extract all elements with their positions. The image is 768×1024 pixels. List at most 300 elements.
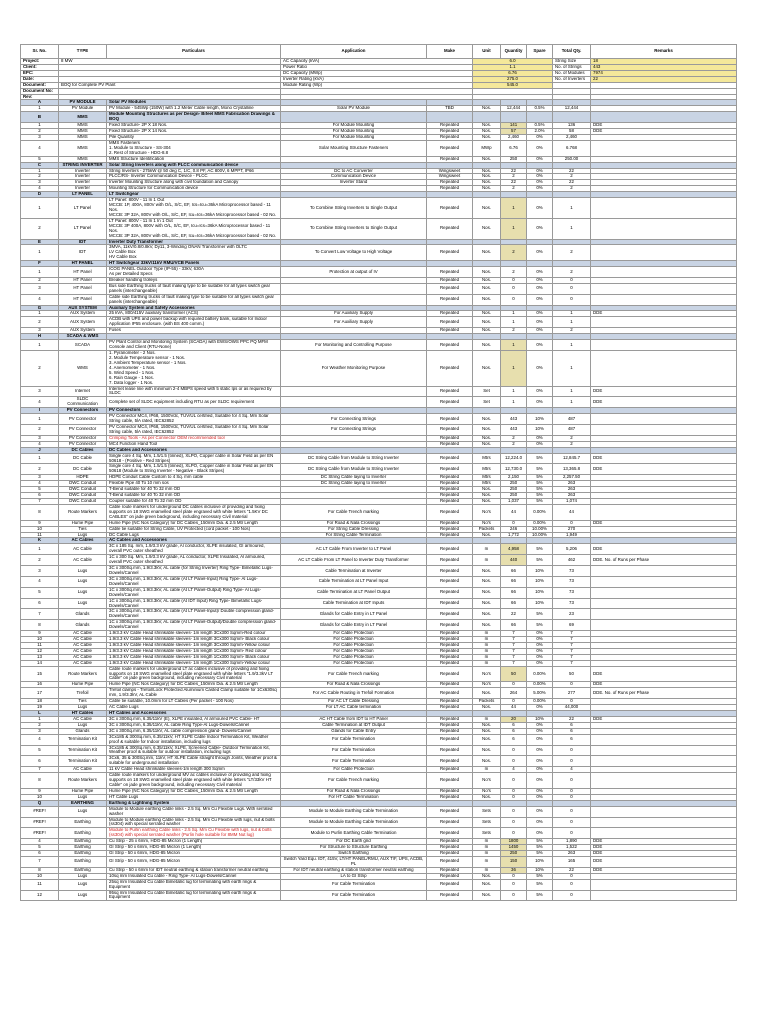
table-row — [21, 756, 737, 767]
cell-particulars: 3C x 300Sq.mm, 6.35/11kV, AL cable Ring Type-Al Lugs-Dowels/Cannel — [107, 722, 281, 728]
cell-remarks — [591, 773, 737, 789]
cell-type: Glands — [59, 609, 107, 620]
cell-total-qty: 58 — [553, 129, 591, 135]
cell-total-qty: 1 — [553, 218, 591, 239]
cell-make: Repeated — [427, 688, 473, 699]
cell-total-qty: 0 — [553, 277, 591, 283]
cell-unit: Nos. — [473, 587, 501, 598]
cell-particulars: Cu Strip - 25 x 6mm, HDG-85 Micron (1 Length) — [107, 839, 281, 845]
cell-quantity: 250 — [501, 481, 527, 487]
cell-particulars: Crimping Tools - As per Connector OEM recommended tool — [107, 435, 281, 441]
cell-make: Repeated — [427, 722, 473, 728]
cell-sr-no: 6 — [21, 756, 59, 767]
boq-sheet — [20, 44, 736, 901]
cell-remarks — [591, 890, 737, 901]
cell-quantity: 250 — [501, 851, 527, 857]
cell-remarks — [591, 806, 737, 817]
cell-sr-no: 2 — [21, 277, 59, 283]
header-val1: 6.0 — [473, 59, 553, 65]
cell-remarks: DDE — [591, 544, 737, 555]
cell-type: DC Cable — [59, 464, 107, 475]
cell-particulars: 3MVA, 11kV/0.8/0.8kV, Dy11, 3-Winding ONAN Transformer with OLTC LV Cable Box HV Cable Box — [107, 245, 281, 261]
cell-unit: Nos. — [473, 493, 501, 499]
cell-make: Repeated — [427, 734, 473, 745]
cell-type: Hume Pipe — [59, 520, 107, 526]
cell-application: For String Cable Dressing — [281, 526, 427, 532]
cell-spare: 0% — [527, 317, 553, 328]
cell-make: Repeated — [427, 532, 473, 538]
cell-sr-no: 1 — [21, 311, 59, 317]
cell-unit: Mtrs — [473, 453, 501, 464]
cell-type: Lugs — [59, 576, 107, 587]
cell-make: Repeated — [427, 526, 473, 532]
cell-spare: 0.00% — [527, 682, 553, 688]
cell-sr-no: 2 — [21, 351, 59, 386]
cell-sr-no: 2 — [21, 425, 59, 436]
cell-sr-no: 12 — [21, 890, 59, 901]
cell-make: Wingsweet — [427, 168, 473, 174]
cell-unit: Nos. — [473, 873, 501, 879]
cell-particulars: 10sq mm Insulated Cu cable - Ring Type- Al Lugs-Dowels/Cannel — [107, 873, 281, 879]
cell-unit: Set — [473, 397, 501, 408]
header-val1: 1.1 — [473, 64, 553, 70]
cell-quantity: 22 — [501, 180, 527, 186]
cell-quantity: 0 — [501, 277, 527, 283]
cell-type: IDT — [59, 245, 107, 261]
cell-type: WMS — [59, 351, 107, 386]
cell-sr-no: 5 — [21, 487, 59, 493]
cell-spare: 5.00% — [527, 688, 553, 699]
cell-application: For Cable Termination — [281, 879, 427, 890]
cell-sr-no: 4 — [21, 734, 59, 745]
cell-type: Termination Kit — [59, 745, 107, 756]
cell-application — [281, 283, 427, 294]
cell-quantity: 250 — [501, 156, 527, 162]
cell-type: Earthing — [59, 817, 107, 828]
header-label: Project: — [21, 59, 59, 65]
cell-quantity: 2 — [501, 174, 527, 180]
table-row — [21, 666, 737, 682]
cell-total-qty: 4 — [553, 767, 591, 773]
cell-unit: Nos. — [473, 425, 501, 436]
cell-sr-no: 3 — [21, 386, 59, 397]
cell-total-qty: 1 — [553, 351, 591, 386]
cell-unit: Mtrs — [473, 481, 501, 487]
cell-unit: Nos. — [473, 123, 501, 129]
header-key1: Inverter Rating (kVA) — [281, 76, 473, 82]
cell-quantity: 2,150 — [501, 475, 527, 481]
cell-sr-no: 18 — [21, 699, 59, 705]
cell-quantity: 7 — [501, 642, 527, 648]
cell-type: Hume Pipe — [59, 682, 107, 688]
cell-spare: 10% — [527, 867, 553, 873]
header-key2: String Size — [553, 59, 591, 65]
cell-quantity: 1 — [501, 311, 527, 317]
cell-quantity: 66 — [501, 620, 527, 631]
cell-make: Wingsweet — [427, 174, 473, 180]
cell-spare: 0% — [527, 794, 553, 800]
cell-spare: 0.5% — [527, 123, 553, 129]
cell-unit: Nos. — [473, 688, 501, 699]
cell-type: AUX System — [59, 317, 107, 328]
col-sr-no: Sr. No. — [21, 45, 59, 59]
cell-sr-no: 14 — [21, 660, 59, 666]
cell-spare: 0% — [527, 168, 553, 174]
cell-sr-no: 6 — [21, 851, 59, 857]
cell-spare: 0% — [527, 728, 553, 734]
cell-application: For Module Mounting — [281, 129, 427, 135]
cell-unit: Nos. — [473, 598, 501, 609]
cell-particulars: 1C x 300Sq.mm, 1.9/3.3kV, AL cable (At LT Panel-Output) Ring Type- Al Lugs-Dowels/Cannel — [107, 587, 281, 598]
cell-unit: Nos. — [473, 283, 501, 294]
cell-quantity: 0 — [501, 806, 527, 817]
cell-type: PV Module — [59, 106, 107, 112]
cell-remarks — [591, 245, 737, 261]
cell-remarks: DDE — [591, 453, 737, 464]
cell-type: SLDC Communication — [59, 397, 107, 408]
cell-quantity: 443 — [501, 425, 527, 436]
cell-sr-no: 2 — [21, 722, 59, 728]
cell-total-qty: 0 — [553, 294, 591, 305]
cell-application: For Monitoring and Controlling Purpose — [281, 340, 427, 351]
cell-unit: Nos. — [473, 620, 501, 631]
cell-remarks: DDE — [591, 520, 737, 526]
cell-make: Repeated — [427, 129, 473, 135]
cell-sr-no: 11 — [21, 642, 59, 648]
cell-spare: 10% — [527, 856, 553, 867]
cell-remarks — [591, 620, 737, 631]
cell-type: Trefoil — [59, 688, 107, 699]
table-row — [21, 425, 737, 436]
cell-particulars: HDPE Conduit Cable Custom to 4 Sq. mm cable — [107, 475, 281, 481]
cell-application: To Combine String Inverters to Single Output — [281, 218, 427, 239]
cell-remarks — [591, 566, 737, 577]
cell-remarks — [591, 587, 737, 598]
cell-remarks — [591, 283, 737, 294]
cell-type: AC Cable — [59, 631, 107, 637]
cell-make: Repeated — [427, 788, 473, 794]
cell-sr-no: 16 — [21, 682, 59, 688]
cell-quantity: 1 — [501, 218, 527, 239]
cell-type: Earthing — [59, 851, 107, 857]
cell-unit: Nos. — [473, 180, 501, 186]
header-label: Document No: — [21, 88, 59, 94]
cell-application: For Road & Nala Crossings — [281, 520, 427, 526]
cell-spare: 0% — [527, 174, 553, 180]
cell-quantity: 12,224.0 — [501, 453, 527, 464]
cell-particulars: Mounting Structure for Communication device — [107, 186, 281, 192]
table-row — [21, 688, 737, 699]
cell-spare: 5% — [527, 475, 553, 481]
cell-total-qty: 12,444 — [553, 106, 591, 112]
cell-type: SCADA — [59, 340, 107, 351]
cell-remarks — [591, 879, 737, 890]
cell-particulars: Single core 4 Sq. Mm, 1.5/1.5 (tinned), XLPO, Copper cable in Solar Field as per EN 50618 (Module to String Inverter - Negative - Black Stripes) — [107, 464, 281, 475]
cell-application — [281, 112, 427, 123]
cell-unit: Nos. — [473, 734, 501, 745]
table-row — [21, 504, 737, 520]
cell-make: Repeated — [427, 425, 473, 436]
header-key2: No. of Inverters — [553, 76, 591, 82]
cell-unit: Nos. — [473, 106, 501, 112]
cell-total-qty: 44 — [553, 504, 591, 520]
cell-sr-no: K — [21, 538, 59, 544]
cell-particulars: Coupler suitable for 40 To 32 mm OD — [107, 498, 281, 504]
cell-sr-no: Q — [21, 800, 59, 806]
cell-application: DC String Cable laying to Inverter — [281, 475, 427, 481]
cell-make: Repeated — [427, 156, 473, 162]
cell-type: PV Connector — [59, 414, 107, 425]
cell-make: Repeated — [427, 283, 473, 294]
cell-total-qty: 7 — [553, 642, 591, 648]
cell-make: Repeated — [427, 620, 473, 631]
cell-sr-no: 8 — [21, 504, 59, 520]
cell-unit: m — [473, 654, 501, 660]
cell-make: Repeated — [427, 890, 473, 901]
cell-type: HT Panel — [59, 267, 107, 278]
cell-quantity: 12,444 — [501, 106, 527, 112]
cell-remarks: DDE. No. of Runs per Phase — [591, 688, 737, 699]
cell-sr-no: #REF! — [21, 806, 59, 817]
cell-total-qty: 50 — [553, 666, 591, 682]
cell-application: DC String Cable from Module to String Inverter — [281, 464, 427, 475]
cell-particulars: 1C x 300Sq.mm, 1.9/3.3kV, AL cable (At IDT Input) Ring Type- Bimetallic Lugs-Dowels/Cannel — [107, 598, 281, 609]
cell-make: Repeated — [427, 134, 473, 140]
cell-application: Glands for Cable Entry in LT Panel — [281, 609, 427, 620]
cell-type: HDPE — [59, 475, 107, 481]
cell-application: For Module Mounting — [281, 134, 427, 140]
cell-total-qty: 1,949 — [553, 532, 591, 538]
cell-total-qty: 1 — [553, 311, 591, 317]
cell-particulars: 3C x 300Sq.mm, 1.9/3.3kV, AL cable (At LT Panel-Input)/ Double compression gland-Dowels/Cannel — [107, 609, 281, 620]
cell-sr-no: 7 — [21, 767, 59, 773]
cell-spare: 2.0% — [527, 129, 553, 135]
cell-unit: m — [473, 716, 501, 722]
cell-particulars: Cable route markers for underground LT ac cables inclusive of providing and fixing supports on 18 SWG enamelled steel plate engraved with white letters "1.9/3.3kV LT Cable" on jade green background, including necessary Civil material — [107, 666, 281, 682]
cell-unit: Nos. — [473, 879, 501, 890]
cell-type: PV Connector — [59, 441, 107, 447]
cell-type: AUX SYSTEM — [59, 305, 107, 311]
cell-sr-no: 5 — [21, 745, 59, 756]
cell-make: Repeated — [427, 498, 473, 504]
cell-remarks: DDE — [591, 123, 737, 129]
cell-unit: No's — [473, 773, 501, 789]
cell-particulars: GI Strip - 50 x 6mm, HDG-85 Micron — [107, 856, 281, 867]
table-row — [21, 386, 737, 397]
cell-application: Cable Termination at IDT Inputs — [281, 598, 427, 609]
cell-application: Switch Yard Equ. IDT, 415V, LT/HT PANEL/RMU, AUX T/F, UPS, ACDB, PL — [281, 856, 427, 867]
cell-sr-no: 1 — [21, 453, 59, 464]
cell-remarks: DDE — [591, 682, 737, 688]
cell-spare: 0% — [527, 806, 553, 817]
cell-spare: 0.00% — [527, 666, 553, 682]
cell-make: Repeated — [427, 544, 473, 555]
cell-type: LT PANEL — [59, 192, 107, 198]
cell-particulars: 3C x 300Sq.mm, 1.9/3.3kV, AL cable (At LT Panel-Input) Ring Type- Al Lugs-Dowels/Cannel — [107, 576, 281, 587]
table-row — [21, 598, 737, 609]
cell-spare: 0% — [527, 648, 553, 654]
cell-unit: m — [473, 642, 501, 648]
cell-unit: Nos. — [473, 156, 501, 162]
cell-sr-no: 17 — [21, 688, 59, 699]
header-label: Rev: — [21, 94, 59, 100]
cell-type: EARTHING — [59, 800, 107, 806]
cell-sr-no: 3 — [21, 475, 59, 481]
cell-spare: 5% — [527, 839, 553, 845]
cell-particulars: Fixed Structure- 2P X 18 Nos. — [107, 123, 281, 129]
cell-type: Route Markers — [59, 504, 107, 520]
cell-quantity: 0 — [501, 788, 527, 794]
cell-quantity: 36 — [501, 867, 527, 873]
cell-particulars: ICOG PANEL Outdoor Type (IP-55) - 33kV, 630A As per Detailed Specs — [107, 267, 281, 278]
cell-make: Repeated — [427, 828, 473, 839]
cell-particulars: Module to Module earthing Cable links - 2.5 Sq. Mm Cu Flexible with lugs, nut & bolts (ss304) with special serrated washer — [107, 817, 281, 828]
cell-unit: m — [473, 660, 501, 666]
cell-unit: Nos. — [473, 218, 501, 239]
cell-particulars: GI Strip - 50 x 6mm, HDG-85 Micron — [107, 851, 281, 857]
cell-unit: m — [473, 555, 501, 566]
cell-particulars: LT Panel: 800V - 11 In 1 Out MCCB: 1P, 400A, 800V with O/L, S/C, EF, Ics=Icu=36kA Microprocessor based - 11 Nos. MCCB: 3P 32A, 800V with O/L, S/C, EF, Icu=Ics=36kA Microprocessor based - 02 No. — [107, 198, 281, 219]
cell-total-qty: 7 — [553, 631, 591, 637]
cell-make: Repeated — [427, 631, 473, 637]
cell-spare: 0% — [527, 351, 553, 386]
cell-spare: 10.00% — [527, 526, 553, 532]
cell-type: Inverter — [59, 180, 107, 186]
cell-total-qty: 0 — [553, 879, 591, 890]
cell-type: HT Panel — [59, 283, 107, 294]
cell-total-qty: 263 — [553, 481, 591, 487]
cell-remarks: DDE — [591, 851, 737, 857]
cell-particulars: PV Plant Control and Monitoring System (SCADA) with EWS/OWS PPC PQ MFM Console and Client (RTU-None) — [107, 340, 281, 351]
cell-quantity: 6 — [501, 722, 527, 728]
cell-spare: 0% — [527, 198, 553, 219]
cell-type: DWC Conduit — [59, 487, 107, 493]
cell-make: Repeated — [427, 566, 473, 577]
cell-total-qty: 6 — [553, 734, 591, 745]
cell-application: AC HT Cable from IDT to HT Panel — [281, 716, 427, 722]
cell-type: LT Panel — [59, 198, 107, 219]
cell-unit: m — [473, 637, 501, 643]
cell-spare: 0% — [527, 788, 553, 794]
header-val1: 545.0 — [473, 82, 553, 88]
cell-application: Solar PV Module — [281, 106, 427, 112]
cell-type: Termination Kit — [59, 756, 107, 767]
cell-application: For Connecting Strings — [281, 414, 427, 425]
cell-type: PV Connectors — [59, 408, 107, 414]
cell-total-qty: 22 — [553, 180, 591, 186]
cell-spare: 10% — [527, 414, 553, 425]
cell-make: Repeated — [427, 745, 473, 756]
cell-total-qty: 1 — [553, 317, 591, 328]
cell-quantity: 0 — [501, 828, 527, 839]
cell-total-qty: 263 — [553, 487, 591, 493]
table-row — [21, 620, 737, 631]
cell-sr-no: B — [21, 112, 59, 123]
cell-particulars: Module to Module earthing Cable links - 2.5 Sq. Mm Cu Flexible Lugs. With serrated washer — [107, 806, 281, 817]
cell-quantity: 250 — [501, 487, 527, 493]
cell-quantity: 1 — [501, 386, 527, 397]
cell-particulars: GI Strip - 50 x 6mm, HDG-85 Micron (1 Length) — [107, 845, 281, 851]
cell-unit: Nos. — [473, 328, 501, 334]
cell-particulars: PV Module - 545Wp (150W) with 1.2 Meter Cable length, Mono Crystalline — [107, 106, 281, 112]
cell-total-qty: 73 — [553, 576, 591, 587]
cell-application: AC LT Cable From LT Panel to Inverter Duty Transformer — [281, 555, 427, 566]
cell-spare: 0% — [527, 817, 553, 828]
cell-total-qty: 6 — [553, 722, 591, 728]
cell-quantity: 0 — [501, 773, 527, 789]
cell-type: AC Cable — [59, 716, 107, 722]
cell-unit: No's — [473, 788, 501, 794]
table-row — [21, 879, 737, 890]
cell-unit: Nos. — [473, 174, 501, 180]
cell-application: For Cable Protection — [281, 631, 427, 637]
cell-total-qty: 5,206 — [553, 544, 591, 555]
cell-type: HT Cables — [59, 711, 107, 717]
cell-application: Module to Module Earthing Cable Termination — [281, 806, 427, 817]
cell-particulars: 95sq mm Insulated Cu cable Bimetallic lug for terminating with earth rings & Equipment — [107, 890, 281, 901]
cell-quantity: 6.76 — [501, 140, 527, 156]
cell-application: For Cable Protection — [281, 660, 427, 666]
cell-unit: No's — [473, 666, 501, 682]
cell-type: Lugs — [59, 598, 107, 609]
col-unit: Unit — [473, 45, 501, 59]
cell-quantity: 7 — [501, 637, 527, 643]
cell-particulars: Fuses — [107, 328, 281, 334]
cell-application: DC String Cable from Module to String Inverter — [281, 453, 427, 464]
cell-particulars: DC Cable Lugs — [107, 532, 281, 538]
cell-spare: 0% — [527, 386, 553, 397]
cell-make: Repeated — [427, 140, 473, 156]
cell-make: Repeated — [427, 245, 473, 261]
cell-unit: m — [473, 544, 501, 555]
cell-type: MMS — [59, 140, 107, 156]
table-row — [21, 544, 737, 555]
cell-make: Repeated — [427, 873, 473, 879]
header-val1: 275.0 — [473, 76, 553, 82]
cell-application: For Cable Termination — [281, 734, 427, 745]
cell-unit: Nos. — [473, 414, 501, 425]
cell-quantity: 0 — [501, 756, 527, 767]
cell-sr-no: 4 — [21, 576, 59, 587]
cell-type: PV MODULE — [59, 100, 107, 106]
cell-quantity: 1800 — [501, 839, 527, 845]
cell-make: Repeated — [427, 218, 473, 239]
cell-quantity: 0 — [501, 873, 527, 879]
cell-application: For DC Earth grid — [281, 839, 427, 845]
cell-particulars: 1C x 300Sq.mm, 1.9/3.3kV, AL cable (At LT Panel-Output)/Double compression gland-Dowels/Cannel — [107, 620, 281, 631]
cell-total-qty: 73 — [553, 566, 591, 577]
cell-quantity: 264 — [501, 688, 527, 699]
cell-make: Repeated — [427, 464, 473, 475]
cell-spare: 0% — [527, 435, 553, 441]
cell-remarks: DDE — [591, 845, 737, 851]
cell-sr-no: 1 — [21, 245, 59, 261]
cell-particulars: ACDB with UPS and power backup with required battery bank, suitable for Indoor Application IP55 enclosure. (with BS 400 comm.) — [107, 317, 281, 328]
cell-make: Repeated — [427, 773, 473, 789]
cell-total-qty — [553, 112, 591, 123]
cell-remarks: DDE — [591, 856, 737, 867]
cell-make: Repeated — [427, 648, 473, 654]
cell-total-qty: 136 — [553, 123, 591, 129]
cell-particulars: 1.9/3.3 kV Cable Head shrinkable sleeves- 1m length 3Cx300 Sqmm-Red colour — [107, 631, 281, 637]
cell-total-qty: 0 — [553, 773, 591, 789]
cell-quantity: 1,772 — [501, 532, 527, 538]
cell-application: Cable Termination at Inverter — [281, 566, 427, 577]
cell-total-qty: 7 — [553, 637, 591, 643]
cell-quantity: 66 — [501, 598, 527, 609]
cell-total-qty: 0 — [553, 873, 591, 879]
cell-total-qty: 2 — [553, 245, 591, 261]
